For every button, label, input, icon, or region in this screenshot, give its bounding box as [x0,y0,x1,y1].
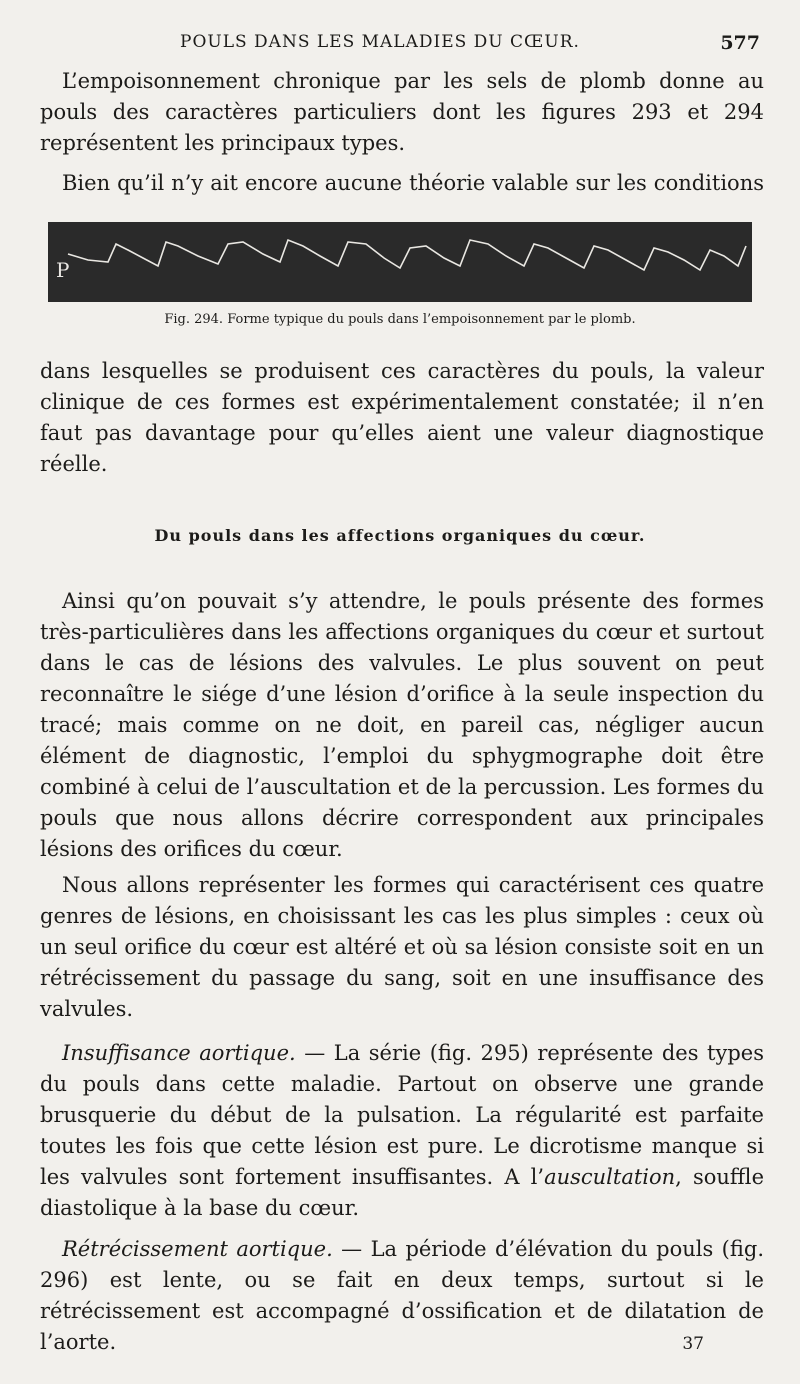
pulse-tracing-figure [48,222,752,302]
auscultation-term: auscultation [544,1165,676,1189]
paragraph-organic-affections: Ainsi qu’on pouvait s’y attendre, le pouls présente des formes très-particulières dans les affections organiques du cœur et surtout dans le cas de lésions des valvules. Le plus souvent on peut reconnaître le siége d’une lésion d’orifice à la seule inspection du tracé; mais comme on ne doit, en pareil cas, négliger aucun élément de diagnostic, l’emploi du sphygmographe doit être combiné à celui de l’auscultation et de la percussion. Les formes du pouls que nous allons décrire correspondent aux principales lésions des orifices du cœur. [40,589,764,861]
running-head: POULS DANS LES MALADIES DU CŒUR. [180,32,580,52]
aortic-stenosis-term: Rétrécissement aortique. [62,1237,333,1261]
aortic-insufficiency-term: Insuffisance aortique. [62,1041,296,1065]
paragraph-theory-continued-text: dans lesquelles se produisent ces caractères du pouls, la valeur clinique de ces formes est expérimentalement constatée; il n’en faut pas davantage pour qu’elles aient une valeur diagnostique réelle. [40,359,764,476]
figure-letter: P [56,258,70,282]
pulse-waveform [48,222,752,302]
aortic-insufficiency-text-b: , souffle diastolique à la base du cœur. [40,1165,764,1220]
paragraph-theory-continued [40,356,764,480]
page-header [40,30,760,58]
figure-caption: Fig. 294. Forme typique du pouls dans l’empoisonnement par le plomb. [164,312,636,327]
paragraph-theory-text: Bien qu’il n’y ait encore aucune théorie valable sur les conditions [62,171,764,195]
paragraph-aortic-stenosis [40,1234,764,1358]
aortic-insufficiency-text-a: — La série (fig. 295) représente des types du pouls dans cette maladie. Partout on observe une grande brusquerie du début de la pulsation. La régularité est parfaite toutes les fois que cette lésion est pure. Le dicrotisme manque si les valvules sont fortement insuffisantes. A l’ [40,1041,764,1189]
paragraph-aortic-insufficiency [40,1038,764,1224]
paragraph-four-lesions: Nous allons représenter les formes qui caractérisent ces quatre genres de lésions, en choisissant les cas les plus simples : ceux où un seul orifice du cœur est altéré et où sa lésion consiste soit en un rétrécissement du passage du sang, soit en une insuffisance des valvules. [40,873,764,1021]
signature-folio: 37 [682,1334,704,1354]
aortic-stenosis-text: — La période d’élévation du pouls (fig. 296) est lente, ou se fait en deux temps, surtout si le rétrécissement est accompagné d’ossification et de dilatation de l’aorte. [40,1237,764,1354]
section-title: Du pouls dans les affections organiques du cœur. [154,526,646,545]
page-number: 577 [720,32,760,54]
paragraph-lead-poisoning: L’empoisonnement chronique par les sels de plomb donne au pouls des caractères particuliers dont les figures 293 et 294 représentent les principaux types. [40,69,764,155]
paragraph-theory-start [40,168,764,199]
